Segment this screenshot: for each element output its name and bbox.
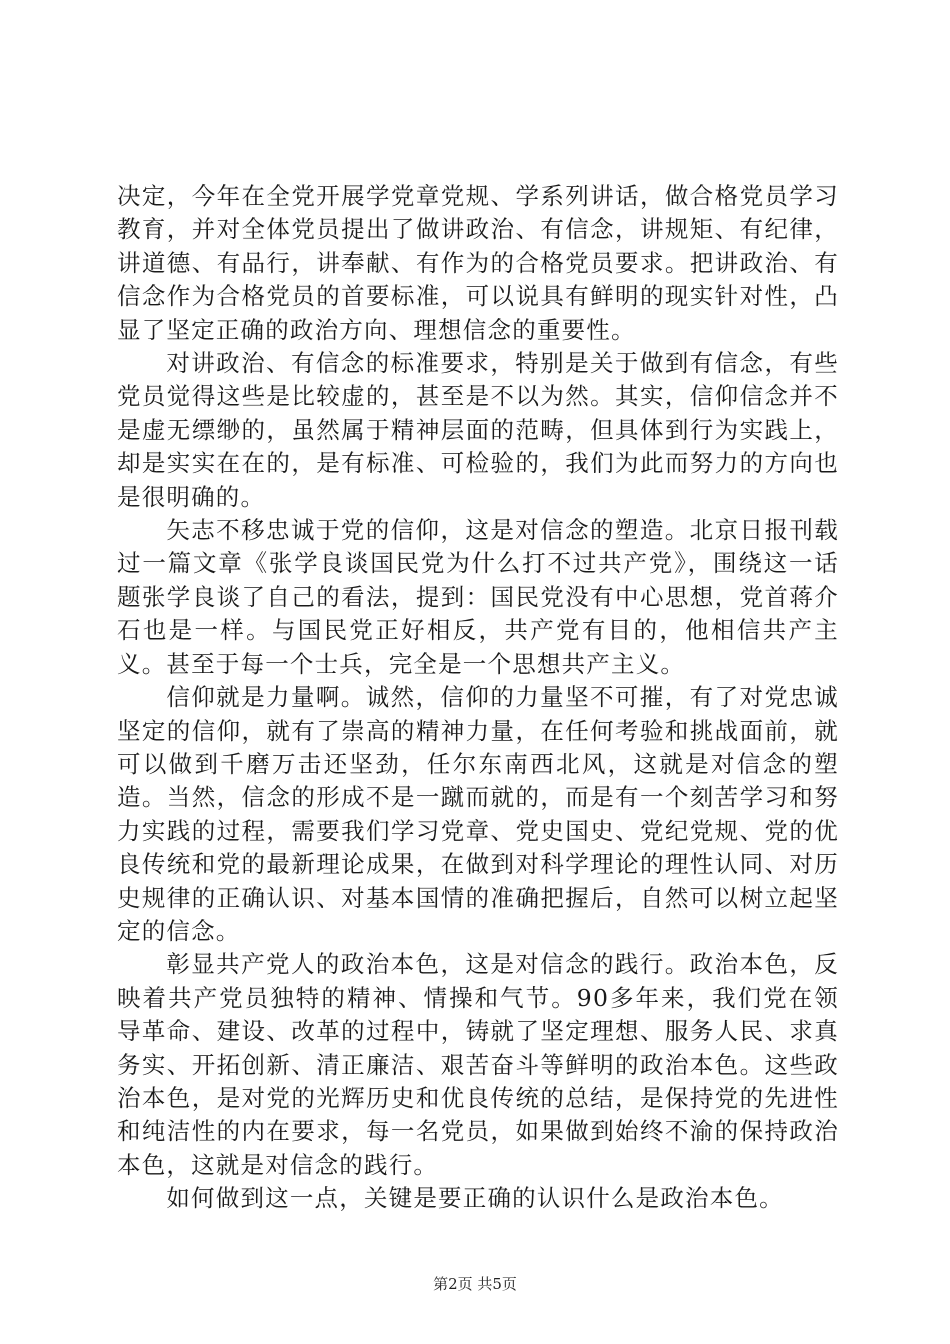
paragraph-4: 信仰就是力量啊。诚然，信仰的力量坚不可摧，有了对党忠诚坚定的信仰，就有了崇高的精神力量，在任何考验和挑战面前，就可以做到千磨万击还坚劲，任尔东南西北风，这就是对信念的塑造。当然，信念的形成不是一蹴而就的，而是有一个刻苦学习和努力实践的过程，需要我们学习党章、党史国史、党纪党规、党的优良传统和党的最新理论成果，在做到对科学理论的理性认同、对历史规律的正确认识、对基本国情的准确把握后，自然可以树立起坚定的信念。 [117,683,839,945]
paragraph-3: 矢志不移忠诚于党的信仰，这是对信念的塑造。北京日报刊载过一篇文章《张学良谈国民党为什么打不过共产党》，围绕这一话题张学良谈了自己的看法，提到：国民党没有中心思想，党首蒋介石也是一样。与国民党正好相反，共产党有目的，他相信共产主义。甚至于每一个士兵，完全是一个思想共产主义。 [117,516,839,678]
page-number-footer: 第2页 共5页 [433,1275,517,1293]
paragraph-5: 彰显共产党人的政治本色，这是对信念的践行。政治本色，反映着共产党员独特的精神、情操和气节。90多年来，我们党在领导革命、建设、改革的过程中，铸就了坚定理想、服务人民、求真务实、开拓创新、清正廉洁、艰苦奋斗等鲜明的政治本色。这些政治本色，是对党的光辉历史和优良传统的总结，是保持党的先进性和纯洁性的内在要求，每一名党员，如果做到始终不渝的保持政治本色，这就是对信念的践行。 [117,950,839,1179]
document-body [117,180,839,1216]
paragraph-2: 对讲政治、有信念的标准要求，特别是关于做到有信念，有些党员觉得这些是比较虚的，甚至是不以为然。其实，信仰信念并不是虚无缥缈的，虽然属于精神层面的范畴，但具体到行为实践上，却是实实在在的，是有标准、可检验的，我们为此而努力的方向也是很明确的。 [117,349,839,511]
paragraph-1: 决定，今年在全党开展学党章党规、学系列讲话，做合格党员学习教育，并对全体党员提出了做讲政治、有信念，讲规矩、有纪律，讲道德、有品行，讲奉献、有作为的合格党员要求。把讲政治、有信念作为合格党员的首要标准，可以说具有鲜明的现实针对性，凸显了坚定正确的政治方向、理想信念的重要性。 [117,182,839,344]
paragraph-6: 如何做到这一点，关键是要正确的认识什么是政治本色。 [166,1184,784,1213]
